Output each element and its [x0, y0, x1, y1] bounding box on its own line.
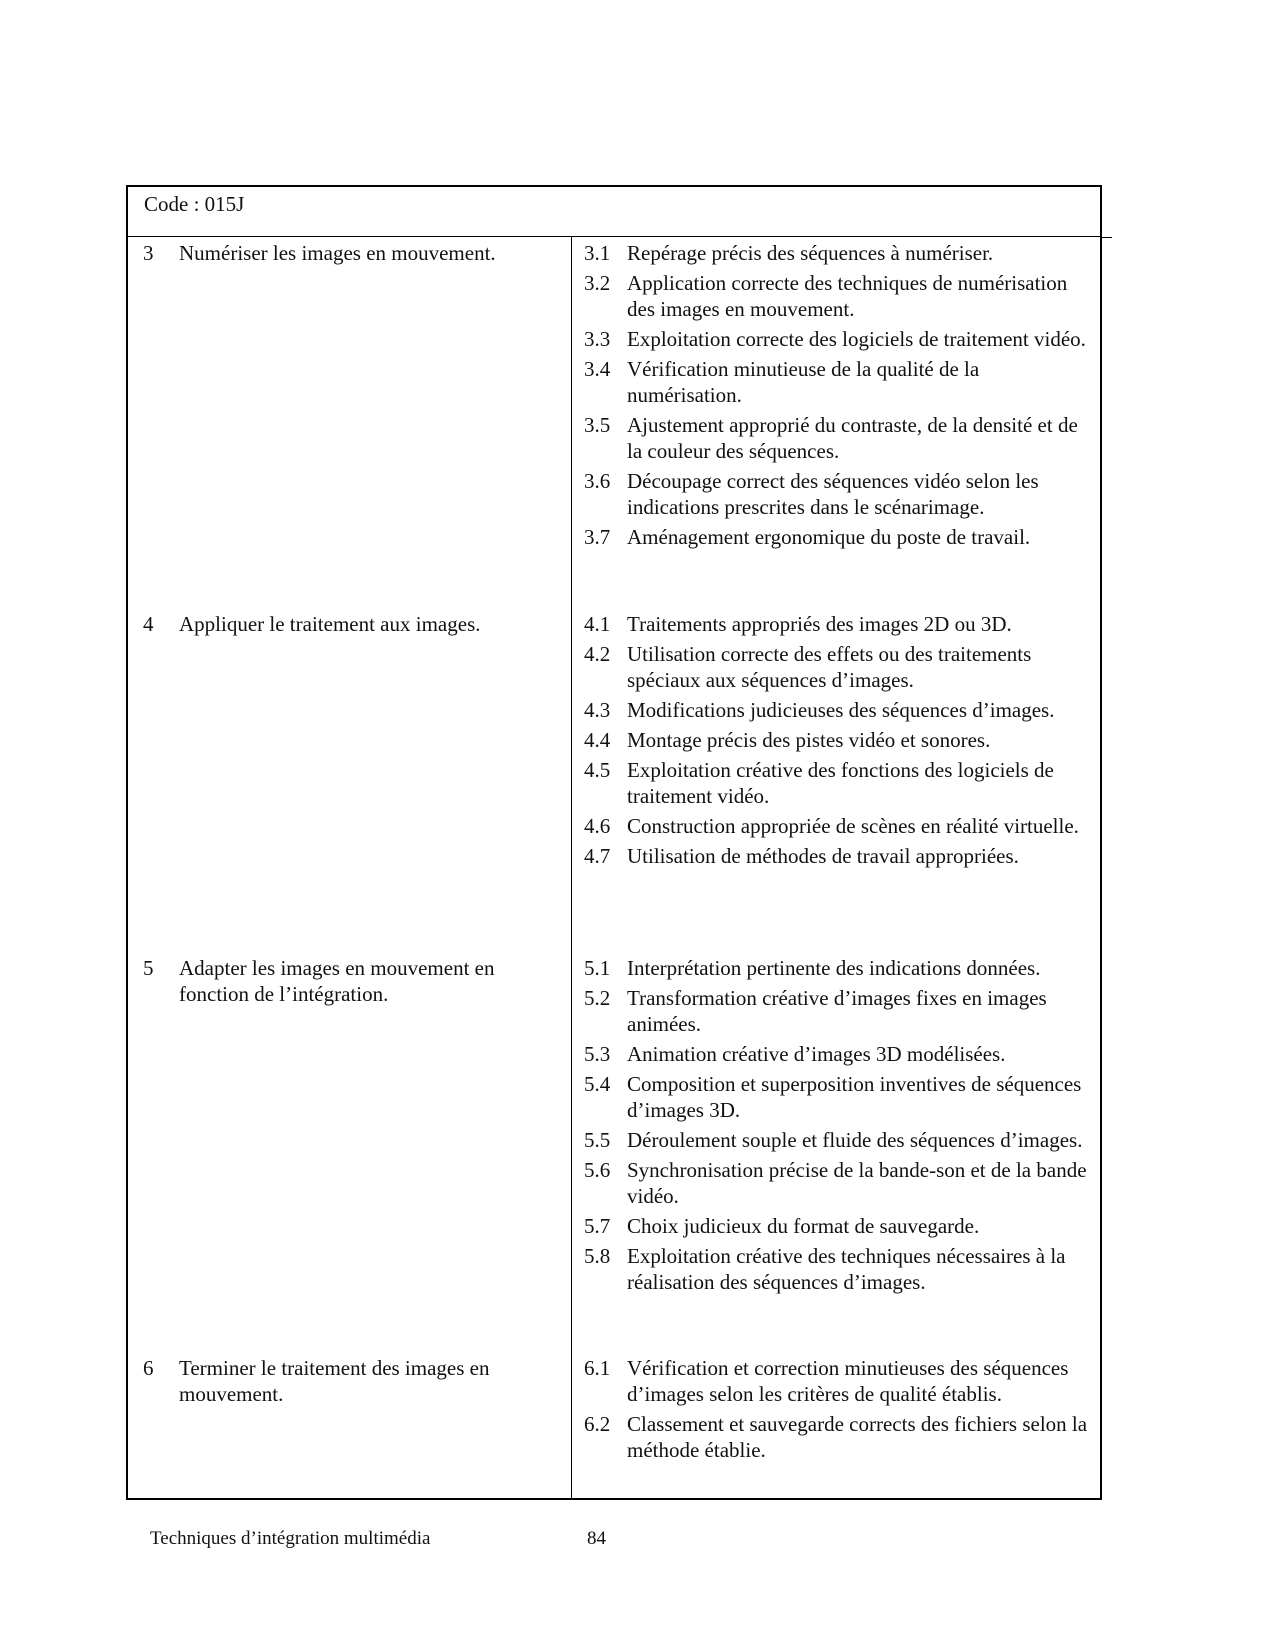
- criterion-number: 5.1: [584, 956, 611, 980]
- criterion-number: 5.5: [584, 1128, 611, 1152]
- criterion-number: 4.2: [584, 642, 611, 666]
- criterion-number: 3.5: [584, 413, 611, 437]
- element-number: 3: [143, 241, 154, 265]
- criteria-list: [584, 1355, 1094, 1467]
- criterion-text: Utilisation de méthodes de travail appropriées.: [627, 844, 1019, 868]
- criterion-text: Exploitation créative des techniques nécessaires à la réalisation des séquences d’images.: [627, 1244, 1066, 1294]
- criterion-number: 4.3: [584, 698, 611, 722]
- criteria-list: [584, 955, 1094, 1299]
- criterion-item: [584, 326, 1094, 352]
- criterion-number: 3.4: [584, 357, 611, 381]
- criterion-text: Interprétation pertinente des indications données.: [627, 956, 1041, 980]
- criterion-item: [584, 1041, 1094, 1067]
- element-number: 6: [143, 1356, 154, 1380]
- criterion-text: Repérage précis des séquences à numériser.: [627, 241, 994, 265]
- footer-document-title: Techniques d’intégration multimédia: [150, 1528, 431, 1549]
- criterion-item: [584, 611, 1094, 637]
- criterion-text: Choix judicieux du format de sauvegarde.: [627, 1214, 980, 1238]
- element-number: 5: [143, 956, 154, 980]
- criterion-number: 5.8: [584, 1244, 611, 1268]
- criterion-text: Montage précis des pistes vidéo et sonores.: [627, 728, 991, 752]
- criterion-number: 3.1: [584, 241, 611, 265]
- criterion-text: Application correcte des techniques de numérisation des images en mouvement.: [627, 271, 1068, 321]
- criterion-item: [584, 843, 1094, 869]
- criteria-list: [584, 611, 1094, 873]
- criterion-item: [584, 524, 1094, 550]
- criterion-number: 3.7: [584, 525, 611, 549]
- element-text: Numériser les images en mouvement.: [179, 241, 496, 265]
- code-header-row: [128, 187, 1100, 237]
- criterion-number: 4.6: [584, 814, 611, 838]
- criterion-item: [584, 356, 1094, 408]
- criterion-item: [584, 468, 1094, 520]
- criterion-number: 4.7: [584, 844, 611, 868]
- criterion-text: Composition et superposition inventives de séquences d’images 3D.: [627, 1072, 1082, 1122]
- criterion-item: [584, 1213, 1094, 1239]
- criterion-item: [584, 1411, 1094, 1463]
- criterion-text: Exploitation correcte des logiciels de traitement vidéo.: [627, 327, 1086, 351]
- criterion-item: [584, 727, 1094, 753]
- column-divider: [571, 236, 572, 1498]
- element-text: Appliquer le traitement aux images.: [179, 612, 481, 636]
- criterion-text: Déroulement souple et fluide des séquences d’images.: [627, 1128, 1083, 1152]
- criterion-item: [584, 1071, 1094, 1123]
- footer-page-number: 84: [587, 1528, 606, 1549]
- criterion-number: 5.6: [584, 1158, 611, 1182]
- criterion-text: Synchronisation précise de la bande-son et de la bande vidéo.: [627, 1158, 1087, 1208]
- course-code: Code : 015J: [144, 192, 245, 216]
- criterion-number: 4.4: [584, 728, 611, 752]
- criterion-number: 3.3: [584, 327, 611, 351]
- criteria-list: [584, 240, 1094, 554]
- criterion-text: Utilisation correcte des effets ou des traitements spéciaux aux séquences d’images.: [627, 642, 1032, 692]
- criterion-text: Classement et sauvegarde corrects des fichiers selon la méthode établie.: [627, 1412, 1088, 1462]
- criterion-number: 5.2: [584, 986, 611, 1010]
- criterion-item: [584, 412, 1094, 464]
- criterion-text: Traitements appropriés des images 2D ou 3D.: [627, 612, 1012, 636]
- criterion-item: [584, 270, 1094, 322]
- element-text: Adapter les images en mouvement en fonction de l’intégration.: [179, 956, 495, 1006]
- criterion-item: [584, 1127, 1094, 1153]
- criterion-text: Découpage correct des séquences vidéo selon les indications prescrites dans le scénarimage.: [627, 469, 1039, 519]
- criterion-number: 4.1: [584, 612, 611, 636]
- criterion-item: [584, 641, 1094, 693]
- criterion-number: 5.3: [584, 1042, 611, 1066]
- criterion-number: 6.2: [584, 1412, 611, 1436]
- criterion-item: [584, 757, 1094, 809]
- criterion-item: [584, 1355, 1094, 1407]
- criterion-text: Vérification et correction minutieuses des séquences d’images selon les critères de qualité établis.: [627, 1356, 1069, 1406]
- criterion-number: 3.2: [584, 271, 611, 295]
- criterion-item: [584, 955, 1094, 981]
- criterion-number: 6.1: [584, 1356, 611, 1380]
- criterion-text: Construction appropriée de scènes en réalité virtuelle.: [627, 814, 1079, 838]
- criterion-text: Modifications judicieuses des séquences d’images.: [627, 698, 1055, 722]
- criterion-item: [584, 697, 1094, 723]
- criterion-item: [584, 1243, 1094, 1295]
- criterion-number: 4.5: [584, 758, 611, 782]
- criterion-item: [584, 813, 1094, 839]
- criterion-text: Animation créative d’images 3D modélisées.: [627, 1042, 1006, 1066]
- criterion-number: 5.7: [584, 1214, 611, 1238]
- competency-table: [126, 185, 1102, 1500]
- criterion-text: Vérification minutieuse de la qualité de la numérisation.: [627, 357, 980, 407]
- element-text: Terminer le traitement des images en mouvement.: [179, 1356, 490, 1406]
- criterion-item: [584, 985, 1094, 1037]
- criterion-text: Exploitation créative des fonctions des logiciels de traitement vidéo.: [627, 758, 1054, 808]
- criterion-item: [584, 1157, 1094, 1209]
- criterion-text: Transformation créative d’images fixes en images animées.: [627, 986, 1047, 1036]
- element-number: 4: [143, 612, 154, 636]
- criterion-text: Ajustement approprié du contraste, de la densité et de la couleur des séquences.: [627, 413, 1078, 463]
- criterion-item: [584, 240, 1094, 266]
- criterion-text: Aménagement ergonomique du poste de travail.: [627, 525, 1031, 549]
- criterion-number: 5.4: [584, 1072, 611, 1096]
- criterion-number: 3.6: [584, 469, 611, 493]
